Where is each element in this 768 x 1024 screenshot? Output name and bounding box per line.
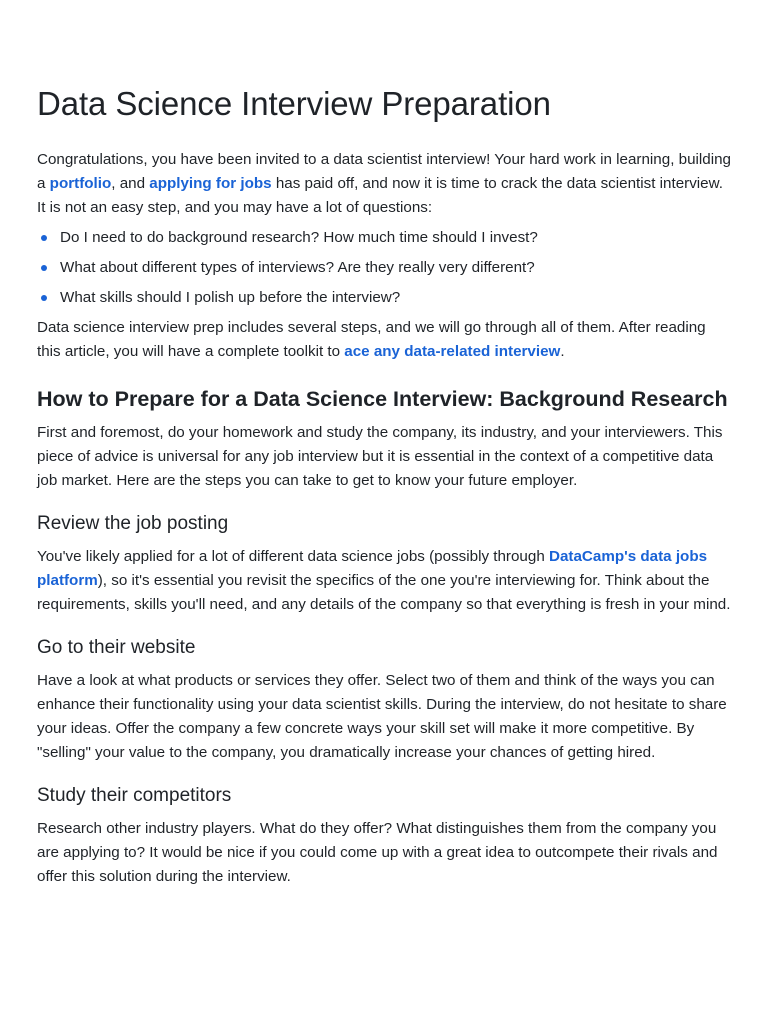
ace-interview-link[interactable]: ace any data-related interview: [344, 343, 561, 360]
intro-paragraph-2: [37, 316, 732, 364]
section-body: First and foremost, do your homework and study the company, its industry, and your interviewers. This piece of advice is universal for any job interview but it is essential in the context of a competitive data job market. Here are the steps you can take to get to know your future employer.: [37, 424, 723, 489]
questions-list: [37, 226, 732, 310]
applying-for-jobs-link[interactable]: applying for jobs: [149, 175, 272, 192]
intro-text-1: Congratulations, you have been invited to a data scientist interview! Your hard work in learning, building a: [37, 151, 731, 192]
list-item: [37, 226, 732, 250]
intro-text-2: , and: [111, 175, 150, 192]
review-text-1: You've likely applied for a lot of different data science jobs (possibly through: [37, 548, 549, 565]
list-item-text: Do I need to do background research? How much time should I invest?: [60, 229, 538, 246]
list-item-text: What skills should I polish up before the interview?: [60, 289, 401, 306]
bullet-dot: [41, 235, 47, 241]
list-item: [37, 256, 732, 280]
subheading-go-to-website: Go to their website: [37, 637, 196, 658]
bullet-dot: [41, 295, 47, 301]
page-title: Data Science Interview Preparation: [37, 85, 551, 122]
section-heading-background-research: How to Prepare for a Data Science Interview: Background Research: [37, 387, 728, 411]
datacamp-jobs-link[interactable]: DataCamp's data jobs platform: [37, 548, 708, 589]
intro2-text-2: .: [560, 343, 565, 360]
intro2-text-1: Data science interview prep includes several steps, and we will go through all of them. After reading this article, you will have a complete toolkit to: [37, 319, 706, 360]
review-job-posting-paragraph: [37, 545, 732, 617]
list-item-text: What about different types of interviews? Are they really very different?: [60, 259, 535, 276]
intro-paragraph: [37, 148, 732, 220]
competitors-paragraph: Research other industry players. What do they offer? What distinguishes them from the company you are applying to? It would be nice if you could come up with a great idea to outcompete their rivals and offer this solution during the interview.: [37, 820, 718, 885]
portfolio-link[interactable]: portfolio: [49, 175, 112, 192]
bullet-dot: [41, 265, 47, 271]
subheading-study-competitors: Study their competitors: [37, 785, 232, 806]
subheading-review-job-posting: Review the job posting: [37, 513, 229, 534]
intro-text-3: has paid off, and now it is time to crack the data scientist interview. It is not an easy step, and you may have a lot of questions:: [37, 175, 723, 216]
list-item: [37, 286, 732, 310]
website-paragraph: Have a look at what products or services they offer. Select two of them and think of the ways you can enhance their functionality using your data scientist skills. During the interview, do not hesitate to share your ideas. Offer the company a few concrete ways your skill set will make it more competitive. By "selling" your value to the company, you dramatically increase your chances of getting hired.: [37, 672, 727, 761]
review-text-2: ), so it's essential you revisit the specifics of the one you're interviewing for. Think about the requirements, skills you'll need, and any details of the company so that everything is fresh in your mind.: [37, 572, 731, 613]
